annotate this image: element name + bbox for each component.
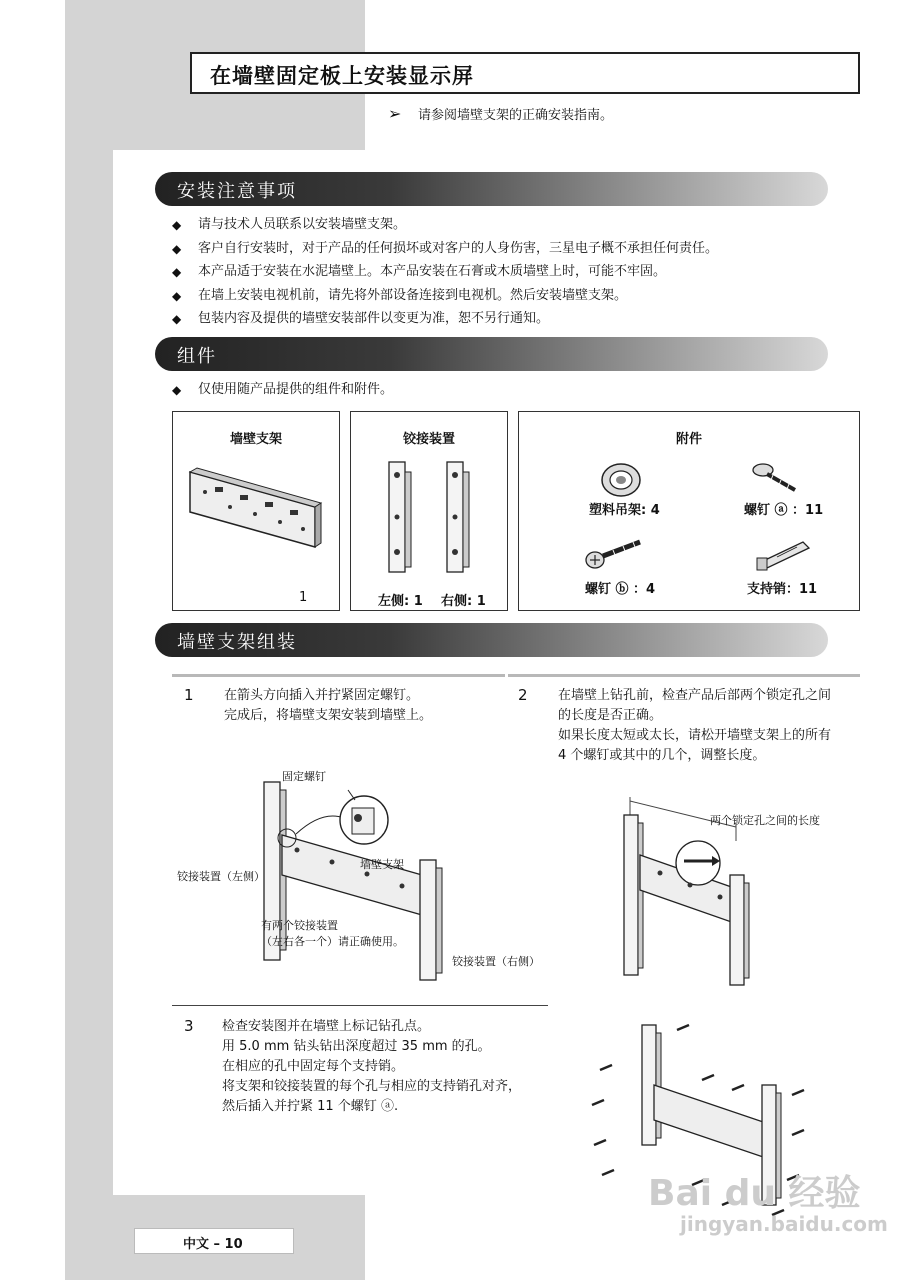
step-line: 将支架和铰接装置的每个孔与相应的支持销孔对齐， — [222, 1079, 522, 1094]
step1-rule — [172, 674, 505, 677]
step-line: 然后插入并拧紧 11 个螺钉 ⓐ. — [222, 1099, 399, 1114]
step-line: 在墙壁上钻孔前，检查产品后部两个锁定孔之间 — [558, 688, 832, 703]
components-list — [172, 380, 393, 404]
screw-b-icon — [585, 534, 645, 572]
list-item — [172, 215, 718, 239]
screw-a-qty: 螺钉 ⓐ ：11 — [744, 503, 824, 518]
watermark-brand: Bai du 经验 — [648, 1173, 861, 1214]
anchor-icon — [757, 534, 817, 572]
page-title: 在墙壁固定板上安装显示屏 — [210, 64, 474, 88]
list-item-text: 包装内容及提供的墙壁安装部件以变更为准，恕不另行通知。 — [198, 311, 550, 326]
callout-hinge-left: 铰接装置（左侧） — [177, 870, 265, 883]
callout-fix-screw: 固定螺钉 — [282, 770, 326, 783]
list-item — [172, 286, 718, 310]
step-line: 4 个螺钉或其中的几个，调整长度。 — [558, 748, 766, 763]
step3-rule — [172, 1005, 548, 1006]
section-heading-components — [155, 337, 828, 371]
callout-length: 两个锁定孔之间的长度 — [710, 814, 820, 827]
diamond-bullet-icon: ◆ — [172, 265, 182, 279]
diamond-bullet-icon: ◆ — [172, 383, 182, 397]
step-line: 在箭头方向插入并拧紧固定螺钉。 — [224, 688, 420, 703]
plastic-hanger-qty: 塑料吊架: 4 — [589, 503, 660, 518]
callout-hinge-right: 铰接装置（右侧） — [452, 955, 540, 968]
step-line: 完成后，将墙壁支架安装到墙壁上。 — [224, 708, 433, 723]
list-item — [172, 239, 718, 263]
step3-text — [222, 1017, 521, 1117]
hinge-left-qty: 左侧: 1 — [378, 594, 423, 609]
page-title-box — [190, 52, 860, 94]
precautions-list — [172, 215, 718, 333]
step-line: 用 5.0 mm 钻头钻出深度超过 35 mm 的孔。 — [222, 1039, 491, 1054]
screw-a-icon — [751, 456, 801, 496]
step-number: 2 — [518, 686, 528, 704]
component-title: 墙壁支架 — [229, 432, 282, 447]
note-text: 请参阅墙壁支架的正确安装指南。 — [418, 108, 614, 123]
plastic-hanger-icon — [599, 460, 643, 500]
list-item-text: 仅使用随产品提供的组件和附件。 — [198, 382, 394, 397]
step-line: 如果长度太短或太长，请松开墙壁支架上的所有 — [558, 728, 832, 743]
section-heading-text: 墙壁支架组装 — [177, 632, 297, 653]
diamond-bullet-icon: ◆ — [172, 241, 182, 256]
step-line: 的长度是否正确。 — [558, 708, 663, 723]
list-item — [172, 380, 393, 404]
section-heading-precautions — [155, 172, 828, 206]
list-item-text: 本产品适于安装在水泥墙壁上。本产品安装在石膏或木质墙壁上时，可能不牢固。 — [198, 264, 667, 279]
step-number: 1 — [184, 686, 194, 704]
screw-b-qty: 螺钉 ⓑ ：4 — [585, 582, 656, 597]
component-box-accessories — [518, 411, 860, 611]
list-item-text: 客户自行安装时，对于产品的任何损坏或对客户的人身伤害，三星电子概不承担任何责任。 — [198, 240, 719, 256]
callout-two-hinges: 有两个铰接装置 — [261, 919, 338, 932]
callout-wall-bracket: 墙壁支架 — [360, 858, 404, 871]
step-line: 检查安装图并在墙壁上标记钻孔点。 — [222, 1019, 431, 1034]
step1-text — [224, 686, 432, 726]
wall-bracket-icon — [185, 462, 325, 572]
diamond-bullet-icon: ◆ — [172, 312, 182, 326]
section-heading-assembly — [155, 623, 828, 657]
anchor-qty: 支持销：11 — [747, 582, 818, 597]
diamond-bullet-icon: ◆ — [172, 288, 182, 303]
callout-two-hinges-note: （左右各一个）请正确使用。 — [261, 935, 404, 948]
page-number: 中文 – 10 — [183, 1237, 243, 1252]
component-title: 附件 — [675, 432, 702, 447]
component-box-wall-bracket — [172, 411, 340, 611]
component-title: 铰接装置 — [402, 432, 455, 447]
list-item-text: 请与技术人员联系以安装墙壁支架。 — [198, 217, 407, 232]
step-number: 3 — [184, 1017, 194, 1035]
watermark-url: jingyan.baidu.com — [680, 1212, 888, 1236]
section-heading-text: 安装注意事项 — [177, 181, 297, 202]
hinge-right-qty: 右侧: 1 — [441, 594, 486, 609]
page-footer — [134, 1228, 294, 1254]
list-item — [172, 262, 718, 286]
list-item — [172, 309, 718, 333]
section-heading-text: 组件 — [177, 346, 217, 367]
arrow-icon: ➢ — [388, 104, 402, 123]
grey-side-margin — [65, 150, 113, 1280]
diamond-bullet-icon: ◆ — [172, 218, 182, 232]
step2-rule — [508, 674, 860, 677]
step-line: 在相应的孔中固定每个支持销。 — [222, 1059, 405, 1074]
list-item-text: 在墙上安装电视机前，请先将外部设备连接到电视机。然后安装墙壁支架。 — [198, 287, 628, 303]
step2-text — [558, 686, 831, 766]
hinge-pair-icon — [381, 457, 481, 587]
component-box-hinge — [350, 411, 508, 611]
wall-bracket-qty: 1 — [299, 590, 308, 605]
note — [388, 104, 613, 123]
